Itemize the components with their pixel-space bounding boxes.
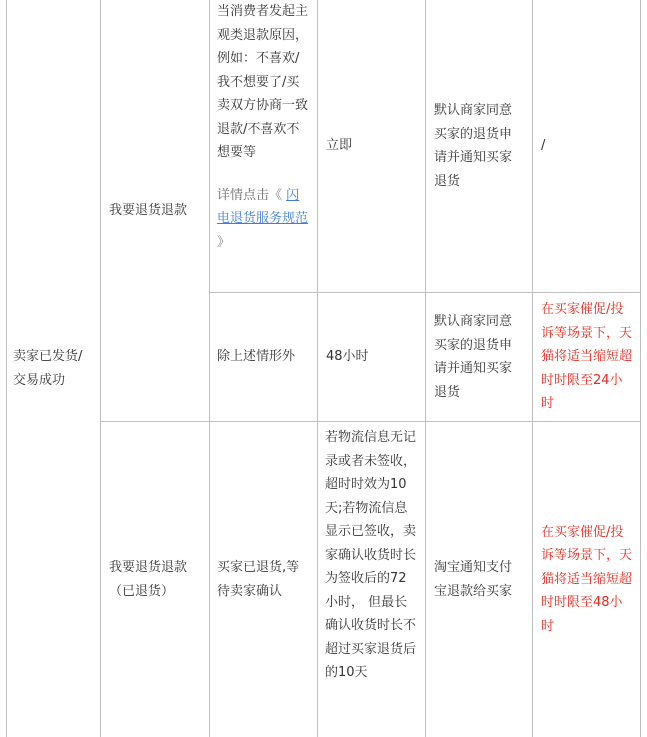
condition-cell xyxy=(210,0,317,292)
timeout-cell xyxy=(318,426,425,737)
detail-suffix: 》 xyxy=(217,234,231,250)
refund-type-text: 我要退货退款 xyxy=(109,202,188,218)
refund-type-text: 我要退货退款（已退货） xyxy=(109,560,188,599)
refund-type-cell xyxy=(101,0,209,421)
note-text: / xyxy=(541,138,546,154)
condition-text: 除上述情形外 xyxy=(217,349,296,365)
timeout-cell xyxy=(318,293,425,421)
detail-line xyxy=(217,184,311,255)
detail-prefix: 详情点击《 xyxy=(217,187,283,203)
handling-text: 淘宝通知支付宝退款给买家 xyxy=(434,560,513,599)
timeout-text: 48小时 xyxy=(326,349,369,365)
note-cell xyxy=(533,0,640,292)
condition-cell xyxy=(210,422,317,737)
timeout-text: 立即 xyxy=(326,138,353,154)
refund-type-cell xyxy=(101,422,209,737)
status-cell xyxy=(7,0,100,737)
condition-text: 买家已退货,等待卖家确认 xyxy=(217,560,300,599)
handling-cell xyxy=(426,0,532,292)
service-rule-link[interactable]: 闪电退货服务规范 xyxy=(217,187,309,226)
status-text: 卖家已发货/交易成功 xyxy=(13,349,83,388)
timeout-text: 若物流信息无记录或者未签收，超时时效为10天;若物流信息显示已签收，卖家确认收货时长为签收后的72小时， 但最长确认收货时长不超过买家退货后的10天 xyxy=(325,430,417,680)
note-cell xyxy=(533,422,640,737)
condition-cell xyxy=(210,293,317,421)
handling-cell xyxy=(426,293,532,421)
note-text: 在买家催促/投诉等场景下，天猫将适当缩短超时时限至24小时 xyxy=(541,302,633,412)
table-border xyxy=(640,0,641,737)
note-cell xyxy=(533,293,640,421)
timeout-cell xyxy=(318,0,425,292)
handling-text: 默认商家同意买家的退货申请并通知买家退货 xyxy=(434,314,513,400)
condition-text: 当消费者发起主观类退款原因，例如：不喜欢/我不想要了/买卖双方协商一致退款/不喜欢不想要等 xyxy=(217,4,309,160)
note-text: 在买家催促/投诉等场景下，天猫将适当缩短超时时限至48小时 xyxy=(541,524,633,634)
handling-cell xyxy=(426,422,532,737)
handling-text: 默认商家同意买家的退货申请并通知买家退货 xyxy=(434,103,513,189)
